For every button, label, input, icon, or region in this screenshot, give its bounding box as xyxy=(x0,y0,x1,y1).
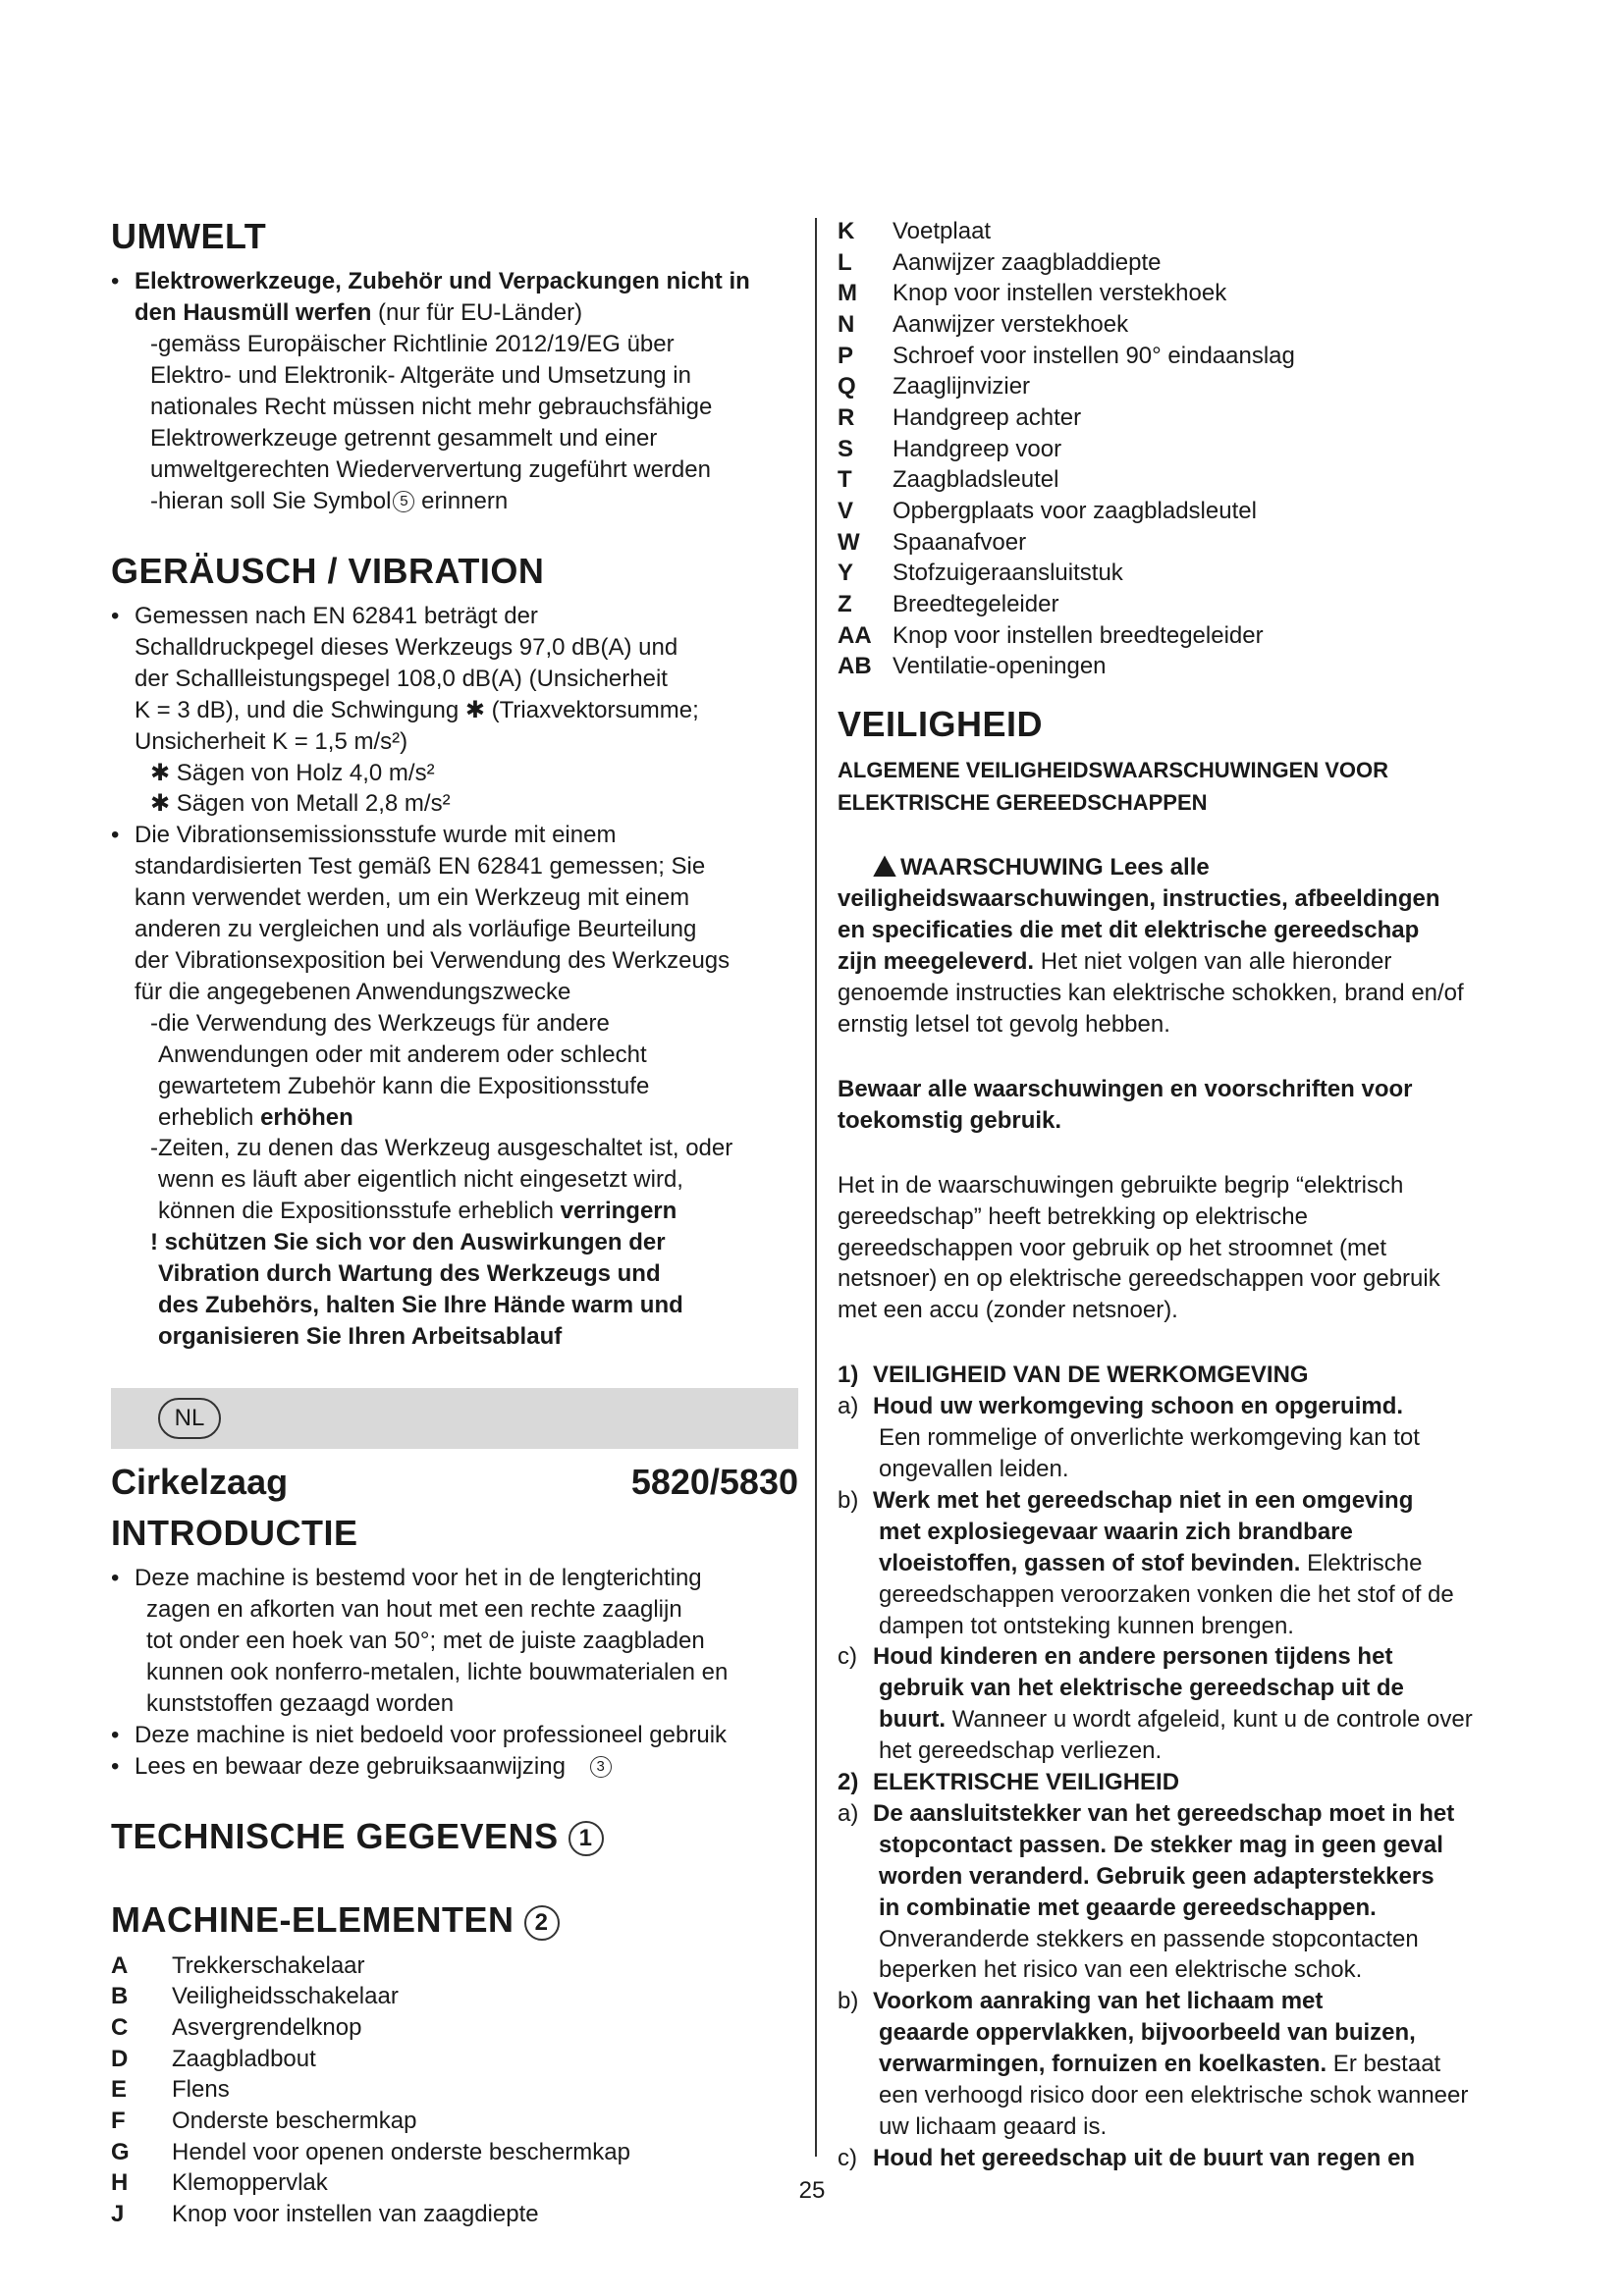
part-label: Knop voor instellen breedtegeleider xyxy=(893,621,1264,649)
part-letter: V xyxy=(838,498,854,525)
parts-list-item xyxy=(111,2012,798,2044)
part-label: Asvergrendelknop xyxy=(172,2014,362,2042)
vibration-bullet: • Die Vibrationsemissionsstufe wurde mit einem standardisierten Test gemäß EN 62841 gemessen; Sie kann verwendet werden, um ein Werkzeug mit einem anderen zu vergleichen und als vorläufige Beurteilung der Vibrationsexposition bei Verwendung des Werkzeugs für die angegebenen Anwendungszwecke xyxy=(111,820,798,1007)
rule-1b: b) Werk met het gereedschap niet in een omgeving met explosiegevaar waarin zich brandbare vloeistoffen, gassen of stof bevinden. Elektrische gereedschappen veroorzaken vonken die het stof of de dampen tot ontsteking kunnen brengen. xyxy=(838,1486,1454,1639)
rule-1c: c) Houd kinderen en andere personen tijdens het gebruik van het elektrische gereedschap uit de buurt. Wanneer u wordt afgeleid, kunt u de controle over het gereedschap verliezen. xyxy=(838,1643,1473,1765)
vibration-wood: ✱ Sägen von Holz 4,0 m/s² xyxy=(150,759,435,786)
parts-list-item xyxy=(838,402,1525,434)
product-model: 5820/5830 xyxy=(630,1461,798,1502)
part-letter: E xyxy=(111,2076,128,2104)
part-letter: J xyxy=(111,2201,125,2228)
part-label: Zaaglijnvizier xyxy=(893,373,1031,400)
umwelt-symbol-line: -hieran soll Sie Symbol 5 erinnern xyxy=(150,487,509,514)
intro-bullet-3: • Lees en bewaar deze gebruiksaanwijzing 3 xyxy=(111,1751,798,1783)
part-letter: F xyxy=(111,2108,126,2135)
part-label: Voetplaat xyxy=(893,218,992,244)
part-letter: A xyxy=(111,1951,129,1979)
parts-list-item xyxy=(111,2074,798,2106)
part-label: Flens xyxy=(172,2076,230,2104)
machine-heading: MACHINE-ELEMENTEN 2 xyxy=(111,1899,798,1940)
parts-list-item xyxy=(838,434,1525,465)
part-label: Onderste beschermkap xyxy=(172,2108,417,2135)
part-label: Handgreep voor xyxy=(893,435,1062,462)
rule-2b: b) Voorkom aanraking van het lichaam met geaarde oppervlakken, bijvoorbeeld van buizen, verwarmingen, fornuizen en koelkasten. Er bestaat een verhoogd risico door een elektrische schok wanneer uw lichaam geaard is. xyxy=(838,1988,1469,2140)
intro-heading: INTRODUCTIE xyxy=(111,1512,358,1553)
symbol-2-icon: 2 xyxy=(524,1905,560,1941)
parts-list-item xyxy=(838,496,1525,527)
tech-heading: TECHNISCHE GEGEVENS 1 xyxy=(111,1816,798,1856)
general-warning: WAARSCHUWING Lees alle veiligheidswaarschuwingen, instructies, afbeeldingen en specificaties die met dit elektrische gereedschap zijn meegeleverd. Het niet volgen van alle hieronder genoemde instructies kan elektrische schokken, brand en/of ernstig letsel tot gevolg hebben. xyxy=(838,854,1464,1038)
parts-list-item xyxy=(838,620,1525,652)
part-letter: S xyxy=(838,435,854,462)
right-column xyxy=(838,216,1525,2174)
page-number: 25 xyxy=(798,2177,826,2204)
intro-bullet-1: • Deze machine is bestemd voor het in de lengterichting zagen en afkorten van hout met een rechte zaaglijn tot onder een hoek van 50°; met de juiste zaagbladen kunnen ook nonferro-metalen, lichte bouwmaterialen en kunststoffen gezaagd worden xyxy=(111,1563,798,1720)
part-letter: L xyxy=(838,248,852,276)
umwelt-text: -gemäss Europäischer Richtlinie 2012/19/EG über Elektro- und Elektronik- Altgeräte und Umsetzung in nationales Recht müssen nicht mehr gebrauchsfähige Elektrowerkzeuge getrennt gesammelt und einer umweltgerechten Wiederververtung zugeführt werden xyxy=(150,331,713,483)
part-letter: D xyxy=(111,2045,129,2072)
parts-list-item xyxy=(838,464,1525,496)
symbol-3-icon: 3 xyxy=(590,1756,612,1778)
symbol-1-icon: 1 xyxy=(568,1821,604,1856)
parts-list-item xyxy=(838,651,1525,682)
vibration-advice: ! schützen Sie sich vor den Auswirkungen der Vibration durch Wartung des Werkzeugs und des Zubehörs, halten Sie Ihre Hände warm und organisieren Sie Ihren Arbeitsablauf xyxy=(150,1229,683,1350)
part-letter: C xyxy=(111,2014,129,2042)
safety-subheading-1: ALGEMENE VEILIGHEIDSWAARSCHUWINGEN VOOR xyxy=(838,758,1389,783)
part-letter: H xyxy=(111,2169,129,2197)
part-label: Zaagbladsleutel xyxy=(893,466,1059,494)
parts-list-item xyxy=(838,278,1525,309)
part-label: Stofzuigeraansluitstuk xyxy=(893,560,1123,587)
part-label: Veiligheidsschakelaar xyxy=(172,1983,399,2010)
geraeusch-heading: GERÄUSCH / VIBRATION xyxy=(111,550,545,591)
product-name: Cirkelzaag xyxy=(111,1461,289,1502)
part-label: Hendel voor openen onderste beschermkap xyxy=(172,2138,630,2165)
keep-warnings-note: Bewaar alle waarschuwingen en voorschriften voor toekomstig gebruik. xyxy=(838,1075,1413,1134)
part-letter: AB xyxy=(838,653,872,680)
parts-list-item xyxy=(838,216,1525,247)
part-letter: Q xyxy=(838,373,856,400)
left-column xyxy=(111,216,798,2230)
vibration-sub-2: -Zeiten, zu denen das Werkzeug ausgeschaltet ist, oder wenn es läuft aber eigentlich nicht eingesetzt wird, können die Expositionsstufe erheblich verringern xyxy=(150,1135,733,1225)
parts-list-item xyxy=(838,589,1525,620)
part-label: Trekkerschakelaar xyxy=(172,1951,365,1979)
part-letter: Y xyxy=(838,560,854,587)
language-badge: NL xyxy=(158,1398,221,1439)
parts-list-item xyxy=(838,341,1525,372)
term-definition: Het in de waarschuwingen gebruikte begrip “elektrisch gereedschap” heeft betrekking op elektrische gereedschappen voor gebruik op het stroomnet (met netsnoer) en op elektrische gereedschappen voor gebruik met een accu (zonder netsnoer). xyxy=(838,1171,1440,1324)
part-letter: K xyxy=(838,218,855,244)
part-letter: B xyxy=(111,1983,129,2010)
product-title xyxy=(111,1461,798,1503)
symbol-5-icon: 5 xyxy=(393,491,414,512)
rule-1a: a) Houd uw werkomgeving schoon en opgeruimd. Een rommelige of onverlichte werkomgeving kan tot ongevallen leiden. xyxy=(838,1393,1420,1482)
part-letter: P xyxy=(838,342,854,369)
parts-list-item xyxy=(111,2106,798,2137)
part-label: Schroef voor instellen 90° eindaanslag xyxy=(893,342,1295,369)
parts-list-item xyxy=(111,2137,798,2168)
language-bar xyxy=(111,1388,798,1449)
section-2-heading: 2) ELEKTRISCHE VEILIGHEID xyxy=(838,1769,1180,1796)
part-letter: T xyxy=(838,466,852,494)
part-letter: Z xyxy=(838,591,852,618)
vibration-sub-1: -die Verwendung des Werkzeugs für andere Anwendungen oder mit anderem oder schlecht gewartetem Zubehör kann die Expositionsstufe erheblich erhöhen xyxy=(150,1009,650,1131)
part-letter: R xyxy=(838,404,855,432)
part-letter: N xyxy=(838,311,855,339)
parts-list-right xyxy=(838,216,1525,682)
part-label: Knop voor instellen van zaagdiepte xyxy=(172,2201,539,2228)
umwelt-heading: UMWELT xyxy=(111,216,267,256)
parts-list-item xyxy=(111,1950,798,1982)
part-letter: W xyxy=(838,528,860,556)
section-1-heading: 1) VEILIGHEID VAN DE WERKOMGEVING xyxy=(838,1362,1309,1389)
part-label: Aanwijzer zaagbladdiepte xyxy=(893,248,1162,276)
parts-list-item xyxy=(838,558,1525,589)
part-letter: AA xyxy=(838,621,872,649)
part-label: Klemoppervlak xyxy=(172,2169,328,2197)
safety-subheading-2: ELEKTRISCHE GEREEDSCHAPPEN xyxy=(838,790,1208,816)
veiligheid-heading: VEILIGHEID xyxy=(838,704,1044,745)
part-label: Spaanafvoer xyxy=(893,528,1027,556)
part-label: Ventilatie-openingen xyxy=(893,653,1107,680)
rule-2c: c) Houd het gereedschap uit de buurt van regen en xyxy=(838,2144,1416,2171)
part-label: Zaagbladbout xyxy=(172,2045,316,2072)
vibration-metal: ✱ Sägen von Metall 2,8 m/s² xyxy=(150,790,451,818)
parts-list-item xyxy=(838,371,1525,402)
parts-list-item xyxy=(838,309,1525,341)
part-label: Aanwijzer verstekhoek xyxy=(893,311,1129,339)
parts-list-item xyxy=(838,247,1525,279)
rule-2a: a) De aansluitstekker van het gereedschap moet in het stopcontact passen. De stekker mag in geen geval worden veranderd. Gebruik geen adapterstekkers in combinatie met geaarde gereedschappen. Onveranderde stekkers en passende stopcontacten beperken het risico van een elektrische schok. xyxy=(838,1799,1455,1984)
part-label: Handgreep achter xyxy=(893,404,1082,432)
parts-list-item xyxy=(838,527,1525,559)
parts-list-item xyxy=(111,2044,798,2075)
part-label: Opbergplaats voor zaagbladsleutel xyxy=(893,498,1257,525)
umwelt-bullet: • Elektrowerkzeuge, Zubehör und Verpackungen nicht in den Hausmüll werfen (nur für EU-Länder) xyxy=(111,266,798,329)
part-label: Knop voor instellen verstekhoek xyxy=(893,280,1227,307)
part-label: Breedtegeleider xyxy=(893,591,1059,618)
warning-triangle-icon xyxy=(873,855,896,877)
noise-bullet: • Gemessen nach EN 62841 beträgt der Schalldruckpegel dieses Werkzeugs 97,0 dB(A) und der Schallleistungspegel 108,0 dB(A) (Unsicherheit K = 3 dB), und die Schwingung ✱ (Triaxvektorsumme; Unsicherheit K = 1,5 m/s²) xyxy=(111,601,798,758)
column-divider xyxy=(815,218,817,2157)
part-letter: G xyxy=(111,2138,130,2165)
parts-list-item xyxy=(111,1981,798,2012)
part-letter: M xyxy=(838,280,857,307)
intro-bullet-2: • Deze machine is niet bedoeld voor professioneel gebruik xyxy=(111,1720,798,1751)
